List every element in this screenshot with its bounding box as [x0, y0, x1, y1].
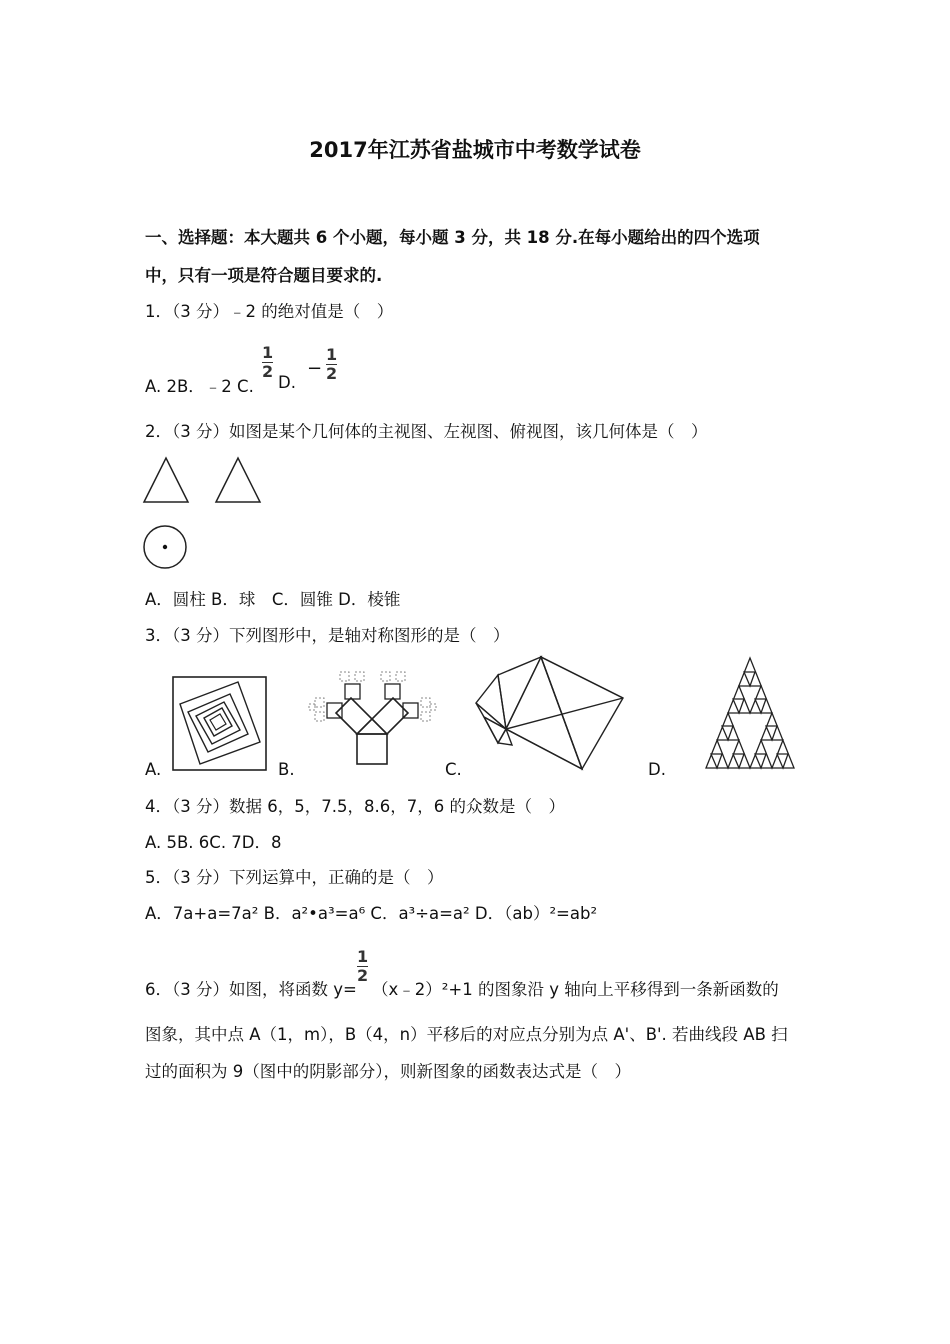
question-5-stem: 5．（3 分）下列运算中，正确的是（ ）	[145, 868, 444, 887]
question-2-stem: 2．（3 分）如图是某个几何体的主视图、左视图、俯视图，该几何体是（ ）	[145, 422, 708, 441]
question-3-stem: 3．（3 分）下列图形中，是轴对称图形的是（ ）	[145, 626, 510, 645]
question-2-options: A．圆柱 B．球 C．圆锥 D．棱锥	[145, 590, 401, 609]
figure-d-sierpinski-triangle	[704, 656, 798, 770]
side-view-triangle	[216, 458, 260, 502]
fraction-one-half-d	[326, 345, 338, 383]
question-6-stem-start: 6．（3 分）如图，将函数 y=	[145, 980, 357, 999]
question-3-label-b: B.	[278, 760, 295, 779]
question-3-label-c: C.	[445, 760, 462, 779]
question-3-label-a: A.	[145, 760, 162, 779]
fraction-numerator: 1	[262, 343, 274, 362]
question-4-options: A. 5B. 6C. 7D．8	[145, 833, 282, 852]
question-5-options: A．7a+a=7a² B．a²•a³=a⁶ C．a³÷a=a² D．（ab）²=ab²	[145, 904, 598, 923]
question-6-line3: 过的面积为 9（图中的阴影部分），则新图象的函数表达式是（ ）	[145, 1062, 631, 1081]
fraction-denominator: 2	[326, 364, 338, 383]
fraction-denominator: 2	[357, 966, 369, 985]
question-6-line2: 图象，其中点 A（1，m），B（4，n）平移后的对应点分别为点 A'、B'. 若曲线段 AB 扫	[145, 1025, 788, 1044]
page-title: 2017年江苏省盐城市中考数学试卷	[309, 138, 641, 162]
three-view-figure	[140, 450, 270, 575]
fraction-numerator: 1	[357, 947, 369, 966]
question-4-stem: 4．（3 分）数据 6，5，7.5，8.6，7，6 的众数是（ ）	[145, 797, 565, 816]
figure-a-rotated-squares	[172, 676, 268, 772]
top-view-center-dot	[163, 545, 167, 549]
front-view-triangle	[144, 458, 188, 502]
question-6-stem-end: （x﹣2）²+1 的图象沿 y 轴向上平移得到一条新函数的	[372, 980, 779, 999]
section-heading-line2: 中，只有一项是符合题目要求的.	[145, 266, 383, 285]
minus-sign: −	[307, 358, 323, 379]
section-heading-line1: 一、选择题：本大题共 6 个小题，每小题 3 分，共 18 分.在每小题给出的四个选项	[145, 228, 760, 247]
fraction-numerator: 1	[326, 345, 338, 364]
figure-c-triangle-spiral	[470, 655, 630, 775]
question-1-option-d-label: D.	[278, 373, 296, 392]
question-1-stem: 1．（3 分）﹣2 的绝对值是（ ）	[145, 302, 394, 321]
question-1-options: A. 2B．﹣2 C.	[145, 377, 254, 396]
fraction-one-half-c	[262, 343, 274, 381]
figure-b-pythagoras-tree	[305, 664, 440, 774]
question-3-label-d: D.	[648, 760, 666, 779]
fraction-one-half-q6	[357, 947, 369, 985]
fraction-denominator: 2	[262, 362, 274, 381]
